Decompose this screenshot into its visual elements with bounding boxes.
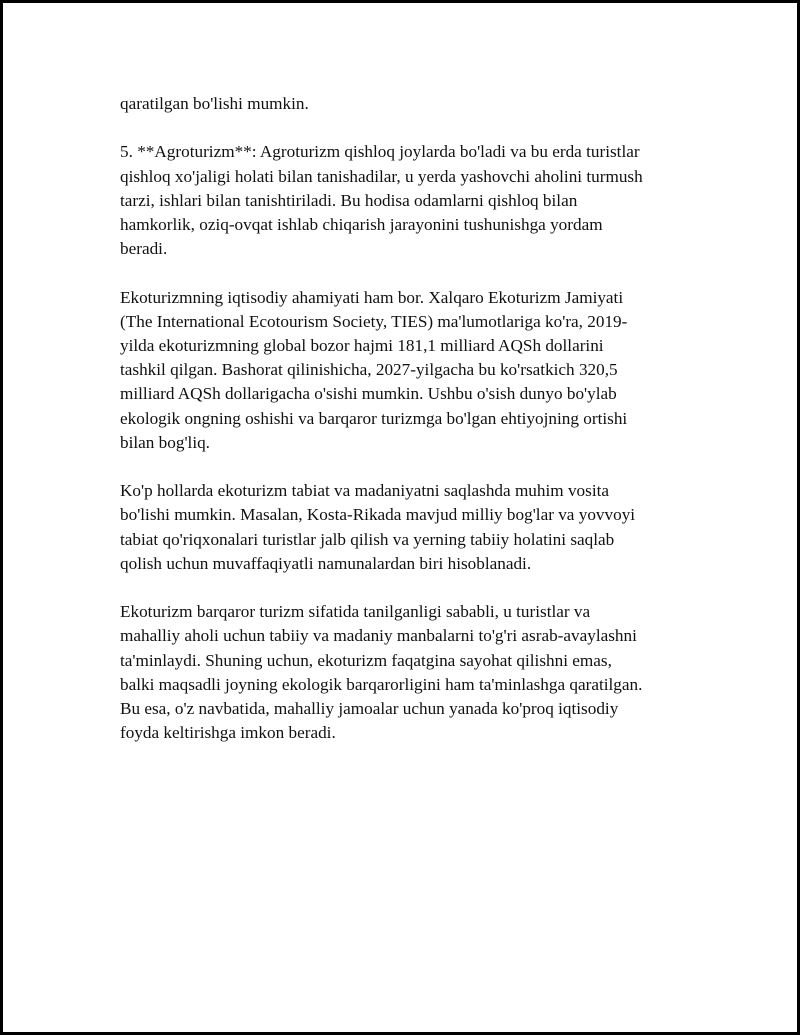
paragraph-continuation: qaratilgan bo'lishi mumkin. <box>120 94 309 113</box>
paragraph-agroturizm: 5. **Agroturizm**: Agroturizm qishloq joylarda bo'ladi va bu erda turistlar qishloq xo'jaligi holati bilan tanishadilar, u yerda yashovchi aholini turmush tarzi, ishlari bilan tanishtiriladi. Bu hodisa odamlarni qishloq bilan hamkorlik, oziq-ovqat ishlab chiqarish jarayonini tushunishga yordam beradi. <box>120 142 643 259</box>
document-body <box>120 92 700 770</box>
paragraph-nature-culture: Ko'p hollarda ekoturizm tabiat va madaniyatni saqlashda muhim vosita bo'lishi mumkin. Masalan, Kosta-Rikada mavjud milliy bog'lar va yovvoyi tabiat qo'riqxonalari turistlar jalb qilish va yerning tabiiy holatini saqlab qolish uchun muvaffaqiyatli namunalardan biri hisoblanadi. <box>120 481 636 573</box>
paragraph-sustainable-tourism: Ekoturizm barqaror turizm sifatida tanilganligi sababli, u turistlar va mahalliy aholi uchun tabiiy va madaniy manbalarni to'g'ri asrab-avaylashni ta'minlaydi. Shuning uchun, ekoturizm faqatgina sayohat qilishni emas, balki maqsadli joyning ekologik barqarorligini ham ta'minlashga qaratilgan. Bu esa, o'z navbatida, mahalliy jamoalar uchun yanada ko'proq iqtisodiy foyda keltirishga imkon beradi. <box>120 602 643 743</box>
paragraph-economic-importance: Ekoturizmning iqtisodiy ahamiyati ham bor. Xalqaro Ekoturizm Jamiyati (The International Ecotourism Society, TIES) ma'lumotlariga ko'ra, 2019- yilda ekoturizmning global bozor hajmi 181,1 milliard AQSh dollarini tashkil qilgan. Bashorat qilinishicha, 2027-yilgacha bu ko'rsatkich 320,5 milliard AQSh dollarigacha o'sishi mumkin. Ushbu o'sish dunyo bo'ylab ekologik ongning oshishi va barqaror turizmga bo'lgan ehtiyojning ortishi bilan bog'liq. <box>120 287 628 452</box>
